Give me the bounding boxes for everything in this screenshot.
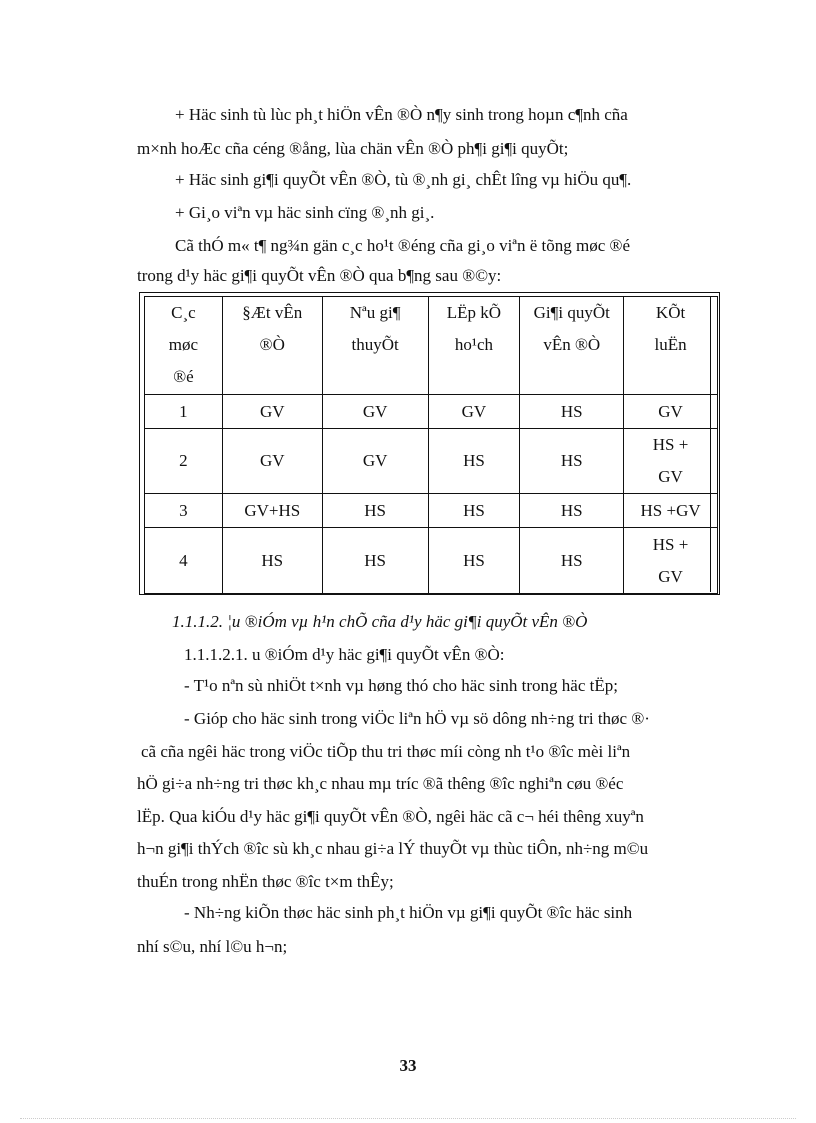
table-row (145, 494, 718, 528)
body-line: - T¹o nªn sù nhiÖt t×nh vµ høng thó cho häc sinh trong häc tËp; (184, 676, 618, 695)
table-cell: 2 (145, 429, 223, 494)
header-conclusion (624, 297, 718, 395)
header-text: møc (168, 335, 199, 354)
table-cell: HS (222, 528, 322, 594)
table-cell: GV (322, 395, 428, 429)
table-cell: GV (624, 395, 718, 429)
table-cell: HS +GV (624, 494, 718, 528)
body-line: h¬n gi¶i thÝch ®îc sù kh¸c nhau gi÷a lÝ thuyÕt vµ thùc tiÔn, nh÷ng m©u (137, 839, 649, 858)
paragraph-line: + Häc sinh gi¶i quyÕt vÊn ®Ò, tù ®¸nh gi¸ chÊt lîng vµ hiÖu qu¶. (175, 170, 632, 189)
table-cell: HS (520, 395, 624, 429)
table-row (145, 528, 718, 594)
table-cell: GV (222, 395, 322, 429)
header-text: LËp kÕ (446, 303, 502, 322)
header-text: KÕt (655, 303, 686, 322)
table-cell: 3 (145, 494, 223, 528)
header-text: vÊn ®Ò (543, 335, 601, 354)
table-row (145, 429, 718, 494)
body-line: thuÉn trong nhËn thøc ®îc t×m thÊy; (137, 872, 394, 891)
table-cell: GV (222, 429, 322, 494)
header-text: Gi¶i quyÕt (533, 303, 610, 322)
header-text: ®Ò (259, 335, 285, 354)
paragraph-line: Cã thÓ m« t¶ ng¾n gän c¸c ho¹t ®éng cña gi¸o viªn ë tõng møc ®é (175, 236, 630, 255)
body-line: - Gióp cho häc sinh trong viÖc liªn hÖ vµ sö dông nh÷ng tri thøc ®· (184, 709, 650, 728)
table-cell: 1 (145, 395, 223, 429)
body-line: hÖ gi÷a nh÷ng tri thøc kh¸c nhau mµ tríc ®ã thêng ®îc nghiªn cøu ®éc (137, 774, 624, 793)
table-cell: HS (520, 494, 624, 528)
page-number: 33 (399, 1056, 417, 1075)
header-text: luËn (654, 335, 687, 354)
table-cell: HS (322, 494, 428, 528)
table-cell: HS (428, 528, 520, 594)
header-plan (428, 297, 520, 395)
table-cell: HS (428, 429, 520, 494)
header-hypothesis (322, 297, 428, 395)
table-cell: HS (520, 429, 624, 494)
header-levels (145, 297, 223, 395)
header-text: ®é (173, 367, 194, 386)
paragraph-line: m×nh hoÆc cña céng ®ång, lùa chän vÊn ®Ò ph¶i gi¶i quyÕt; (137, 139, 569, 158)
paragraph-line: + Gi¸o viªn vµ häc sinh cïng ®¸nh gi¸. (175, 203, 435, 222)
body-line: lËp. Qua kiÓu d¹y häc gi¶i quyÕt vÊn ®Ò, ngêi häc cã c¬ héi thêng xuyªn (137, 807, 644, 826)
table-cell: GV (322, 429, 428, 494)
table-cell: 4 (145, 528, 223, 594)
paragraph-line: trong d¹y häc gi¶i quyÕt vÊn ®Ò qua b¶ng sau ®©y: (137, 266, 502, 285)
table-row (145, 395, 718, 429)
header-text: C¸c (171, 303, 196, 322)
header-text: §Æt vÊn (242, 303, 303, 322)
body-line: - Nh÷ng kiÕn thøc häc sinh ph¸t hiÖn vµ gi¶i quyÕt ®îc häc sinh (184, 903, 633, 922)
table-cell: HS (520, 528, 624, 594)
page-footer-divider (20, 1118, 796, 1119)
body-line: nhí s©u, nhí l©u h¬n; (137, 937, 288, 956)
table-cell: HS (428, 494, 520, 528)
section-heading: 1.1.1.2. ¦u ®iÓm vµ h¹n chÕ cña d¹y häc gi¶i quyÕt vÊn ®Ò (172, 612, 588, 631)
header-text: Nªu gi¶ (349, 303, 401, 322)
body-line: cã cña ngêi häc trong viÖc tiÕp thu tri thøc míi còng nh t¹o ®îc mèi liªn (141, 742, 631, 761)
header-text: thuyÕt (351, 335, 399, 354)
header-solve (520, 297, 624, 395)
header-pose-problem (222, 297, 322, 395)
table-cell: HS + GV (624, 429, 718, 494)
subsection-heading: 1.1.1.2.1. u ®iÓm d¹y häc gi¶i quyÕt vÊn ®Ò: (184, 645, 505, 664)
levels-table (144, 296, 718, 594)
paragraph-line: + Häc sinh tù lùc ph¸t hiÖn vÊn ®Ò n¶y sinh trong hoµn c¶nh cña (175, 105, 628, 124)
table-cell: HS (322, 528, 428, 594)
table-cell: HS + GV (624, 528, 718, 594)
header-text: ho¹ch (454, 335, 493, 354)
table-header-row (145, 297, 718, 395)
table-cell: GV (428, 395, 520, 429)
table-cell: GV+HS (222, 494, 322, 528)
table-frame-edge (710, 296, 715, 592)
